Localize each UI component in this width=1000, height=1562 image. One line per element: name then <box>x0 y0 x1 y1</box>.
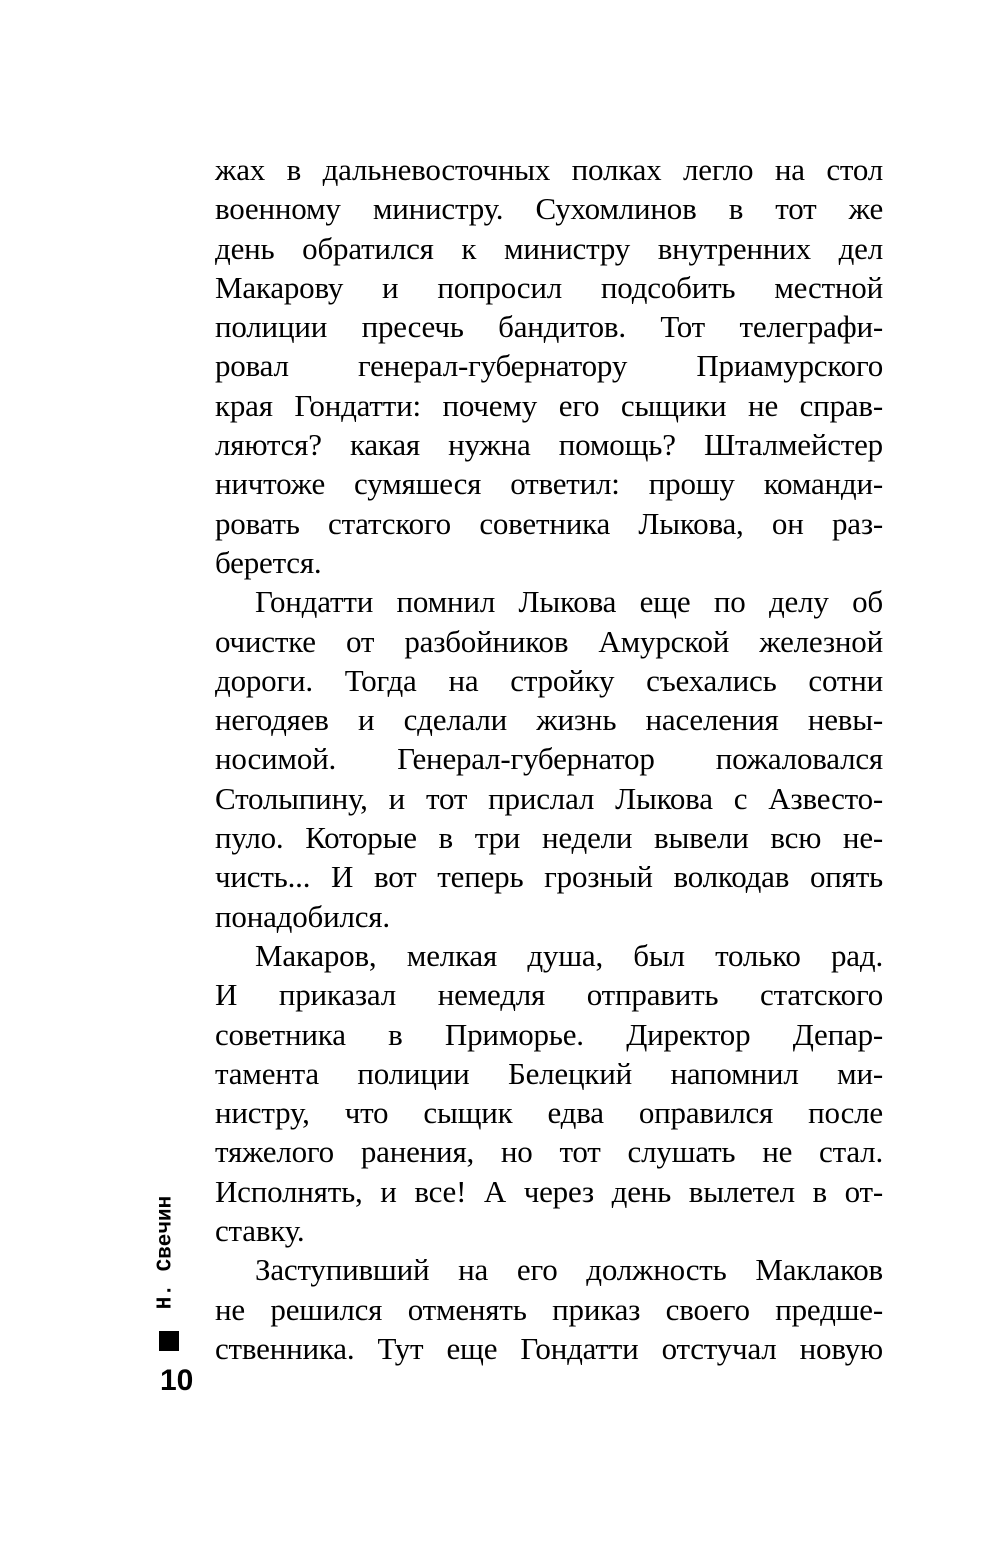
text-line: тамента полиции Белецкий напомнил ми- <box>215 1055 883 1091</box>
text-line: очистке от разбойников Амурской железной <box>215 623 883 659</box>
text-line: жах в дальневосточных полках легло на стол <box>215 152 883 187</box>
text-line: пуло. Которые в три недели вывели всю не- <box>215 820 883 856</box>
text-line: ничтоже сумяшеся ответил: прошу команди- <box>215 466 883 502</box>
text-line: края Гондатти: почему его сыщики не справ- <box>215 387 883 423</box>
text-line: ровал генерал-губернатору Приамурского <box>215 348 883 384</box>
body-text <box>215 150 883 1368</box>
text-line: день обратился к министру внутренних дел <box>215 230 883 266</box>
text-line: Заступивший на его должность Маклаков <box>255 1252 883 1288</box>
author-spine-label: Н. Свечин <box>154 1195 178 1310</box>
page-number: 10 <box>160 1364 194 1397</box>
text-line: тяжелого ранения, но тот слушать не стал. <box>215 1134 883 1170</box>
text-line: ставку. <box>215 1213 305 1249</box>
series-marker-square-icon <box>159 1331 179 1351</box>
text-line: Макарову и попросил подсобить местной <box>215 269 883 305</box>
text-line: берется. <box>215 544 322 580</box>
text-line: ляются? какая нужна помощь? Шталмейстер <box>215 427 883 463</box>
text-line: чисть... И вот теперь грозный волкодав опять <box>215 859 883 895</box>
text-line: дороги. Тогда на стройку съехались сотни <box>215 662 883 698</box>
text-line: носимой. Генерал-губернатор пожаловался <box>215 741 883 777</box>
text-line: Макаров, мелкая душа, был только рад. <box>255 937 883 973</box>
text-line: ровать статского советника Лыкова, он раз- <box>215 505 883 541</box>
text-line: И приказал немедля отправить статского <box>215 977 883 1013</box>
text-line: нистру, что сыщик едва оправился после <box>215 1095 883 1131</box>
text-line: полиции пресечь бандитов. Тот телеграфи- <box>215 309 883 345</box>
text-line: ственника. Тут еще Гондатти отстучал новую <box>215 1330 883 1366</box>
text-line: не решился отменять приказ своего предше- <box>215 1291 883 1327</box>
text-line: советника в Приморье. Директор Депар- <box>215 1016 883 1052</box>
text-line: Столыпину, и тот прислал Лыкова с Азвесто- <box>215 780 883 816</box>
text-line: Исполнять, и все! А через день вылетел в от- <box>215 1173 883 1209</box>
text-line: негодяев и сделали жизнь населения невы- <box>215 702 883 738</box>
text-line: военному министру. Сухомлинов в тот же <box>215 191 883 227</box>
text-line: Гондатти помнил Лыкова еще по делу об <box>255 584 883 620</box>
text-line: понадобился. <box>215 898 390 934</box>
